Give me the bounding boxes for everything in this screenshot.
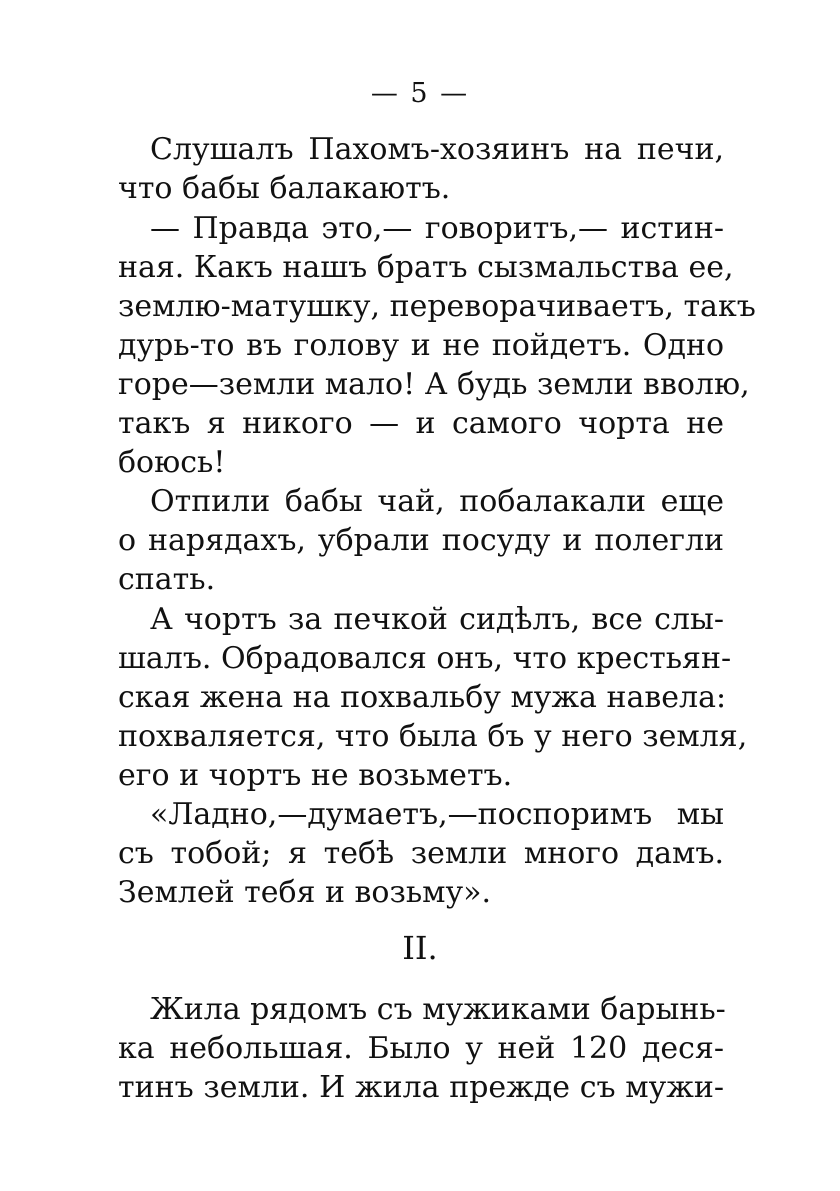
text-line: горе—земли мало! А будь земли вволю, [118, 367, 750, 402]
paragraph-5 [118, 795, 724, 912]
text-line: тинъ земли. И жила прежде съ мужи- [118, 1070, 724, 1105]
text-line: съ тобой; я тебѣ земли много дамъ. [118, 836, 724, 871]
text-line: ская жена на похвальбу мужа навела: [118, 680, 727, 715]
section-paragraph [118, 990, 724, 1107]
text-line: похваляется, что была бъ у него земля, [118, 719, 748, 754]
text-line: Отпили бабы чай, побалакали еще [150, 484, 724, 519]
text-line: шалъ. Обрадовался онъ, что крестьян- [118, 641, 732, 676]
section-heading: II. [402, 929, 438, 967]
text-line: что бабы балакаютъ. [118, 171, 451, 206]
page-number: — 5 — [370, 78, 470, 109]
text-line: Жила рядомъ съ мужиками барынь- [150, 992, 726, 1027]
text-line: о нарядахъ, убрали посуду и полегли [118, 523, 724, 558]
text-line: такъ я никого — и самого чорта не [118, 406, 724, 441]
text-line: ная. Какъ нашъ братъ сызмальства ее, [118, 250, 734, 285]
text-line: ка небольшая. Было у ней 120 деся- [118, 1031, 724, 1066]
text-line: Слушалъ Пахомъ-хозяинъ на печи, [150, 132, 724, 167]
text-line: спать. [118, 562, 216, 597]
text-line: «Ладно,—думаетъ,—поспоримъ мы [150, 797, 724, 832]
paragraph-3 [118, 482, 724, 599]
text-line: А чортъ за печкой сидѣлъ, все слы- [150, 602, 724, 637]
text-line: его и чортъ не возьметъ. [118, 758, 513, 793]
text-line: — Правда это,— говоритъ,— истин- [150, 211, 724, 246]
paragraph-4 [118, 600, 748, 795]
text-line: дурь-то въ голову и не пойдетъ. Одно [118, 328, 724, 363]
text-line: землю-матушку, переворачиваетъ, такъ [118, 289, 756, 324]
paragraph-1 [118, 130, 724, 208]
text-line: Землей тебя и возьму». [118, 875, 492, 910]
text-line: боюсь! [118, 445, 226, 480]
paragraph-2 [118, 209, 756, 482]
